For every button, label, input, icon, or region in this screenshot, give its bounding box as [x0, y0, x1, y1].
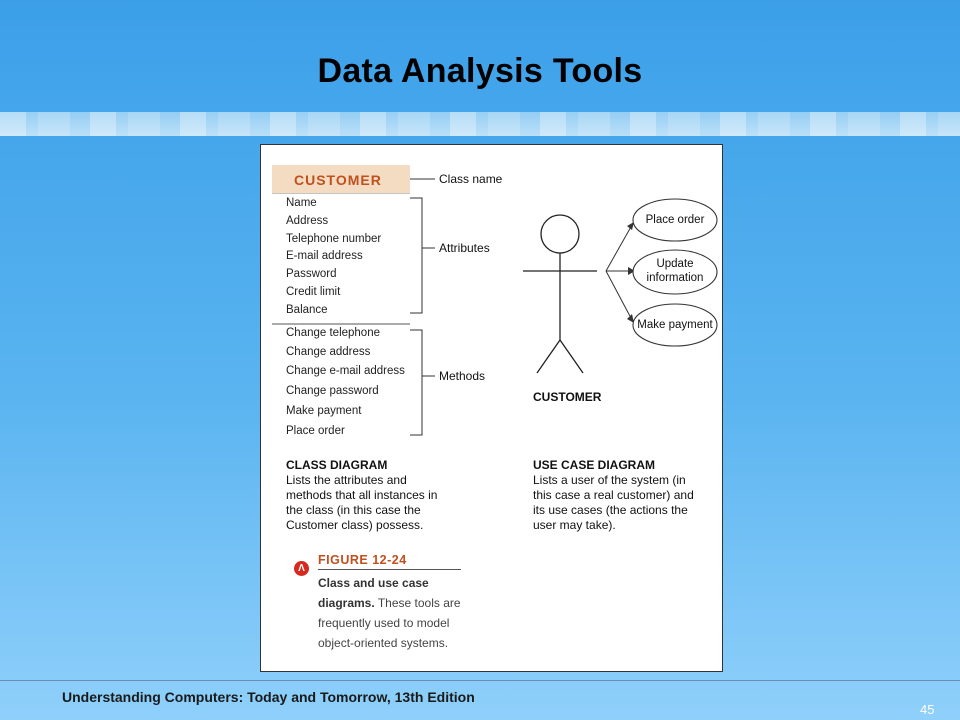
class-name-box: [272, 165, 410, 193]
method-item: Change e-mail address: [286, 365, 405, 377]
attribute-item: Credit limit: [286, 286, 341, 298]
footer-text: Understanding Computers: Today and Tomorrow, 13th Edition: [62, 689, 475, 705]
class-diagram-caption: Lists the attributes and methods that all instances in the class (in this case the Customer class) possess.: [286, 473, 438, 532]
class-name-label: Class name: [439, 172, 503, 186]
method-item: Change address: [286, 346, 371, 358]
attribute-item: Address: [286, 215, 329, 227]
method-item: Place order: [286, 425, 345, 437]
use-case-place-order: Place order: [645, 214, 705, 226]
attribute-item: Name: [286, 197, 317, 209]
page-number: 45: [920, 702, 935, 717]
figure-rule: [318, 569, 461, 570]
figure-caption: [318, 573, 466, 653]
method-item: Change password: [286, 385, 379, 397]
class-name: CUSTOMER: [294, 172, 382, 188]
method-item: Change telephone: [286, 327, 380, 339]
use-case-diagram-title: USE CASE DIAGRAM: [533, 458, 656, 472]
actor-figure: [523, 215, 597, 373]
figure-caption-bold: Class and use case diagrams.: [318, 576, 429, 610]
figure-caption-rest: These tools are frequently used to model object-oriented systems.: [318, 596, 461, 650]
use-case-make-payment: Make payment: [637, 319, 713, 331]
publisher-logo: Λ: [294, 561, 309, 576]
use-case-diagram-caption: Lists a user of the system (in this case a real customer) and its use cases (the actions the user may take).: [533, 473, 694, 532]
use-case-update-information: Update information: [646, 258, 704, 284]
attribute-item: E-mail address: [286, 250, 363, 262]
footer-rule: [0, 680, 960, 681]
actor-label: CUSTOMER: [533, 390, 602, 404]
attribute-item: Telephone number: [286, 233, 382, 245]
attribute-item: Balance: [286, 304, 328, 316]
attribute-item: Password: [286, 268, 337, 280]
class-diagram-title: CLASS DIAGRAM: [286, 458, 388, 472]
decorative-stripe: [0, 112, 960, 136]
methods-label: Methods: [439, 369, 486, 383]
method-item: Make payment: [286, 405, 362, 417]
figure-panel: [260, 144, 723, 672]
attributes-label: Attributes: [439, 241, 490, 255]
slide-title: Data Analysis Tools: [317, 52, 643, 90]
figure-number: FIGURE 12-24: [318, 553, 407, 567]
